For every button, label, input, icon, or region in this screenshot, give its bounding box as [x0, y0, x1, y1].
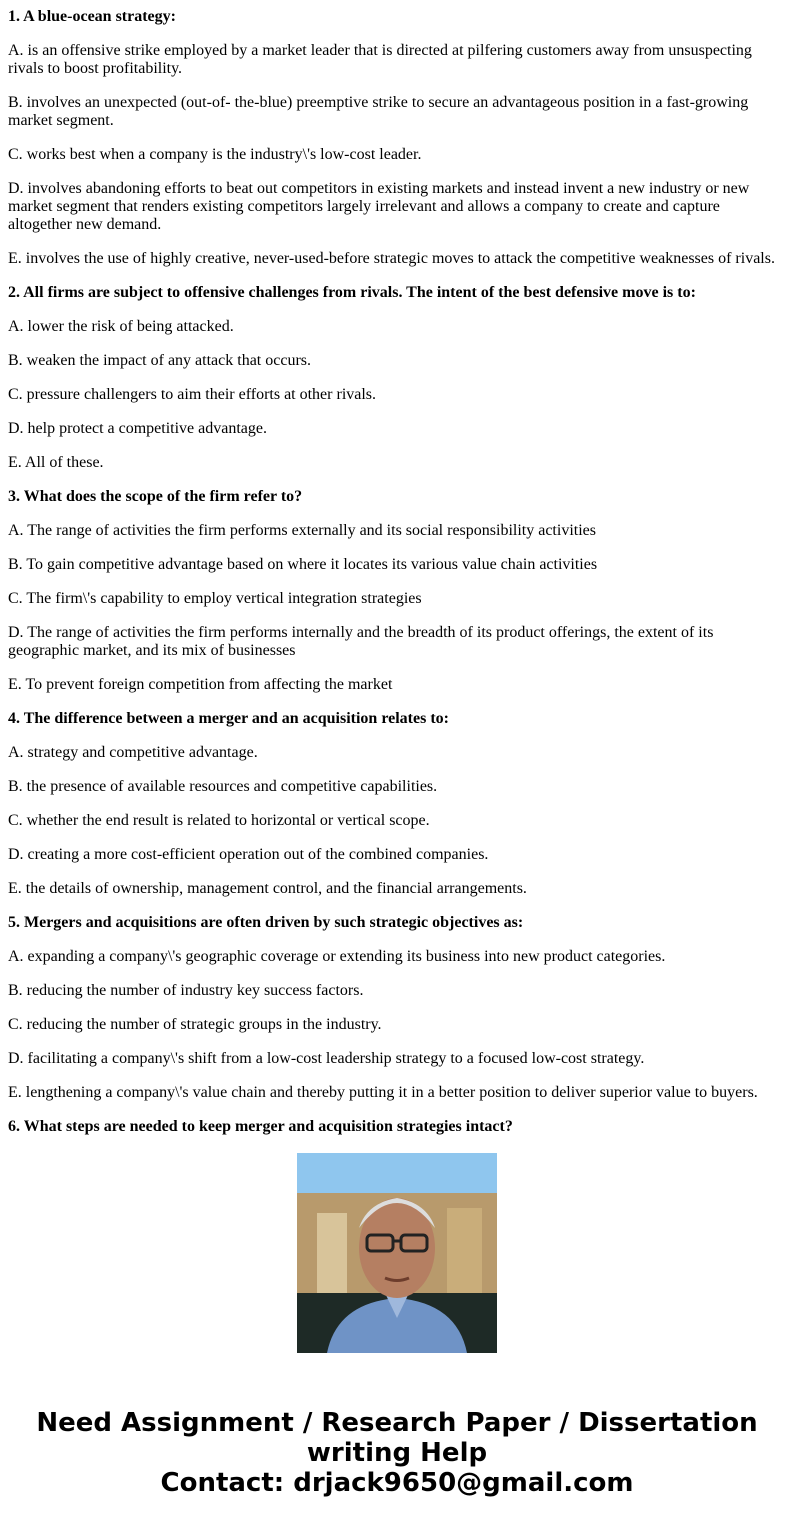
- answer-option: B. To gain competitive advantage based on where it locates its various value chain activities: [8, 556, 598, 573]
- answer-option: D. facilitating a company\'s shift from a low-cost leadership strategy to a focused low-cost strategy.: [8, 1050, 645, 1067]
- answer-option: B. reducing the number of industry key success factors.: [8, 982, 364, 999]
- answer-option: B. weaken the impact of any attack that occurs.: [8, 352, 311, 369]
- contact-banner: [0, 1408, 794, 1498]
- answer-option: D. creating a more cost-efficient operation out of the combined companies.: [8, 846, 489, 863]
- answer-option: E. involves the use of highly creative, never-used-before strategic moves to attack the competitive weaknesses of rivals.: [8, 250, 775, 267]
- answer-option: A. The range of activities the firm performs externally and its social responsibility activities: [8, 522, 596, 539]
- contact-email: Contact: drjack9650@gmail.com: [160, 1468, 634, 1498]
- answer-option: E. To prevent foreign competition from affecting the market: [8, 676, 393, 693]
- question-heading: 3. What does the scope of the firm refer to?: [8, 488, 303, 505]
- answer-option: C. works best when a company is the industry\'s low-cost leader.: [8, 146, 422, 163]
- answer-option: C. whether the end result is related to horizontal or vertical scope.: [8, 812, 430, 829]
- question-heading: 2. All firms are subject to offensive challenges from rivals. The intent of the best defensive move is to:: [8, 284, 696, 301]
- question-heading: 6. What steps are needed to keep merger and acquisition strategies intact?: [8, 1118, 513, 1135]
- question-heading: 5. Mergers and acquisitions are often driven by such strategic objectives as:: [8, 914, 524, 931]
- answer-option: D. involves abandoning efforts to beat out competitors in existing markets and instead invent a new industry or new market segment that renders existing competitors largely irrelevant and allows a company to create and capture altogether new demand.: [8, 180, 750, 233]
- answer-option: A. lower the risk of being attacked.: [8, 318, 234, 335]
- answer-option: E. lengthening a company\'s value chain and thereby putting it in a better position to deliver superior value to buyers.: [8, 1084, 758, 1101]
- author-photo-container: [0, 1153, 794, 1358]
- answer-option: C. The firm\'s capability to employ vertical integration strategies: [8, 590, 422, 607]
- answer-option: B. the presence of available resources and competitive capabilities.: [8, 778, 438, 795]
- answer-option: E. the details of ownership, management control, and the financial arrangements.: [8, 880, 527, 897]
- answer-option: C. pressure challengers to aim their efforts at other rivals.: [8, 386, 377, 403]
- answer-option: D. The range of activities the firm performs internally and the breadth of its product offerings, the extent of its geographic market, and its mix of businesses: [8, 624, 714, 659]
- answer-option: B. involves an unexpected (out-of- the-blue) preemptive strike to secure an advantageous position in a fast-growing market segment.: [8, 94, 749, 129]
- help-text: Need Assignment / Research Paper / Dissertation writing Help: [36, 1408, 758, 1468]
- answer-option: C. reducing the number of strategic groups in the industry.: [8, 1016, 382, 1033]
- answer-option: D. help protect a competitive advantage.: [8, 420, 268, 437]
- answer-option: A. is an offensive strike employed by a market leader that is directed at pilfering customers away from unsuspecting rivals to boost profitability.: [8, 42, 752, 77]
- question-heading: 1. A blue-ocean strategy:: [8, 8, 176, 25]
- author-photo: [297, 1153, 497, 1353]
- question-list: [8, 0, 786, 1135]
- answer-option: E. All of these.: [8, 454, 104, 471]
- answer-option: A. strategy and competitive advantage.: [8, 744, 258, 761]
- answer-option: A. expanding a company\'s geographic coverage or extending its business into new product categories.: [8, 948, 666, 965]
- question-heading: 4. The difference between a merger and an acquisition relates to:: [8, 710, 449, 727]
